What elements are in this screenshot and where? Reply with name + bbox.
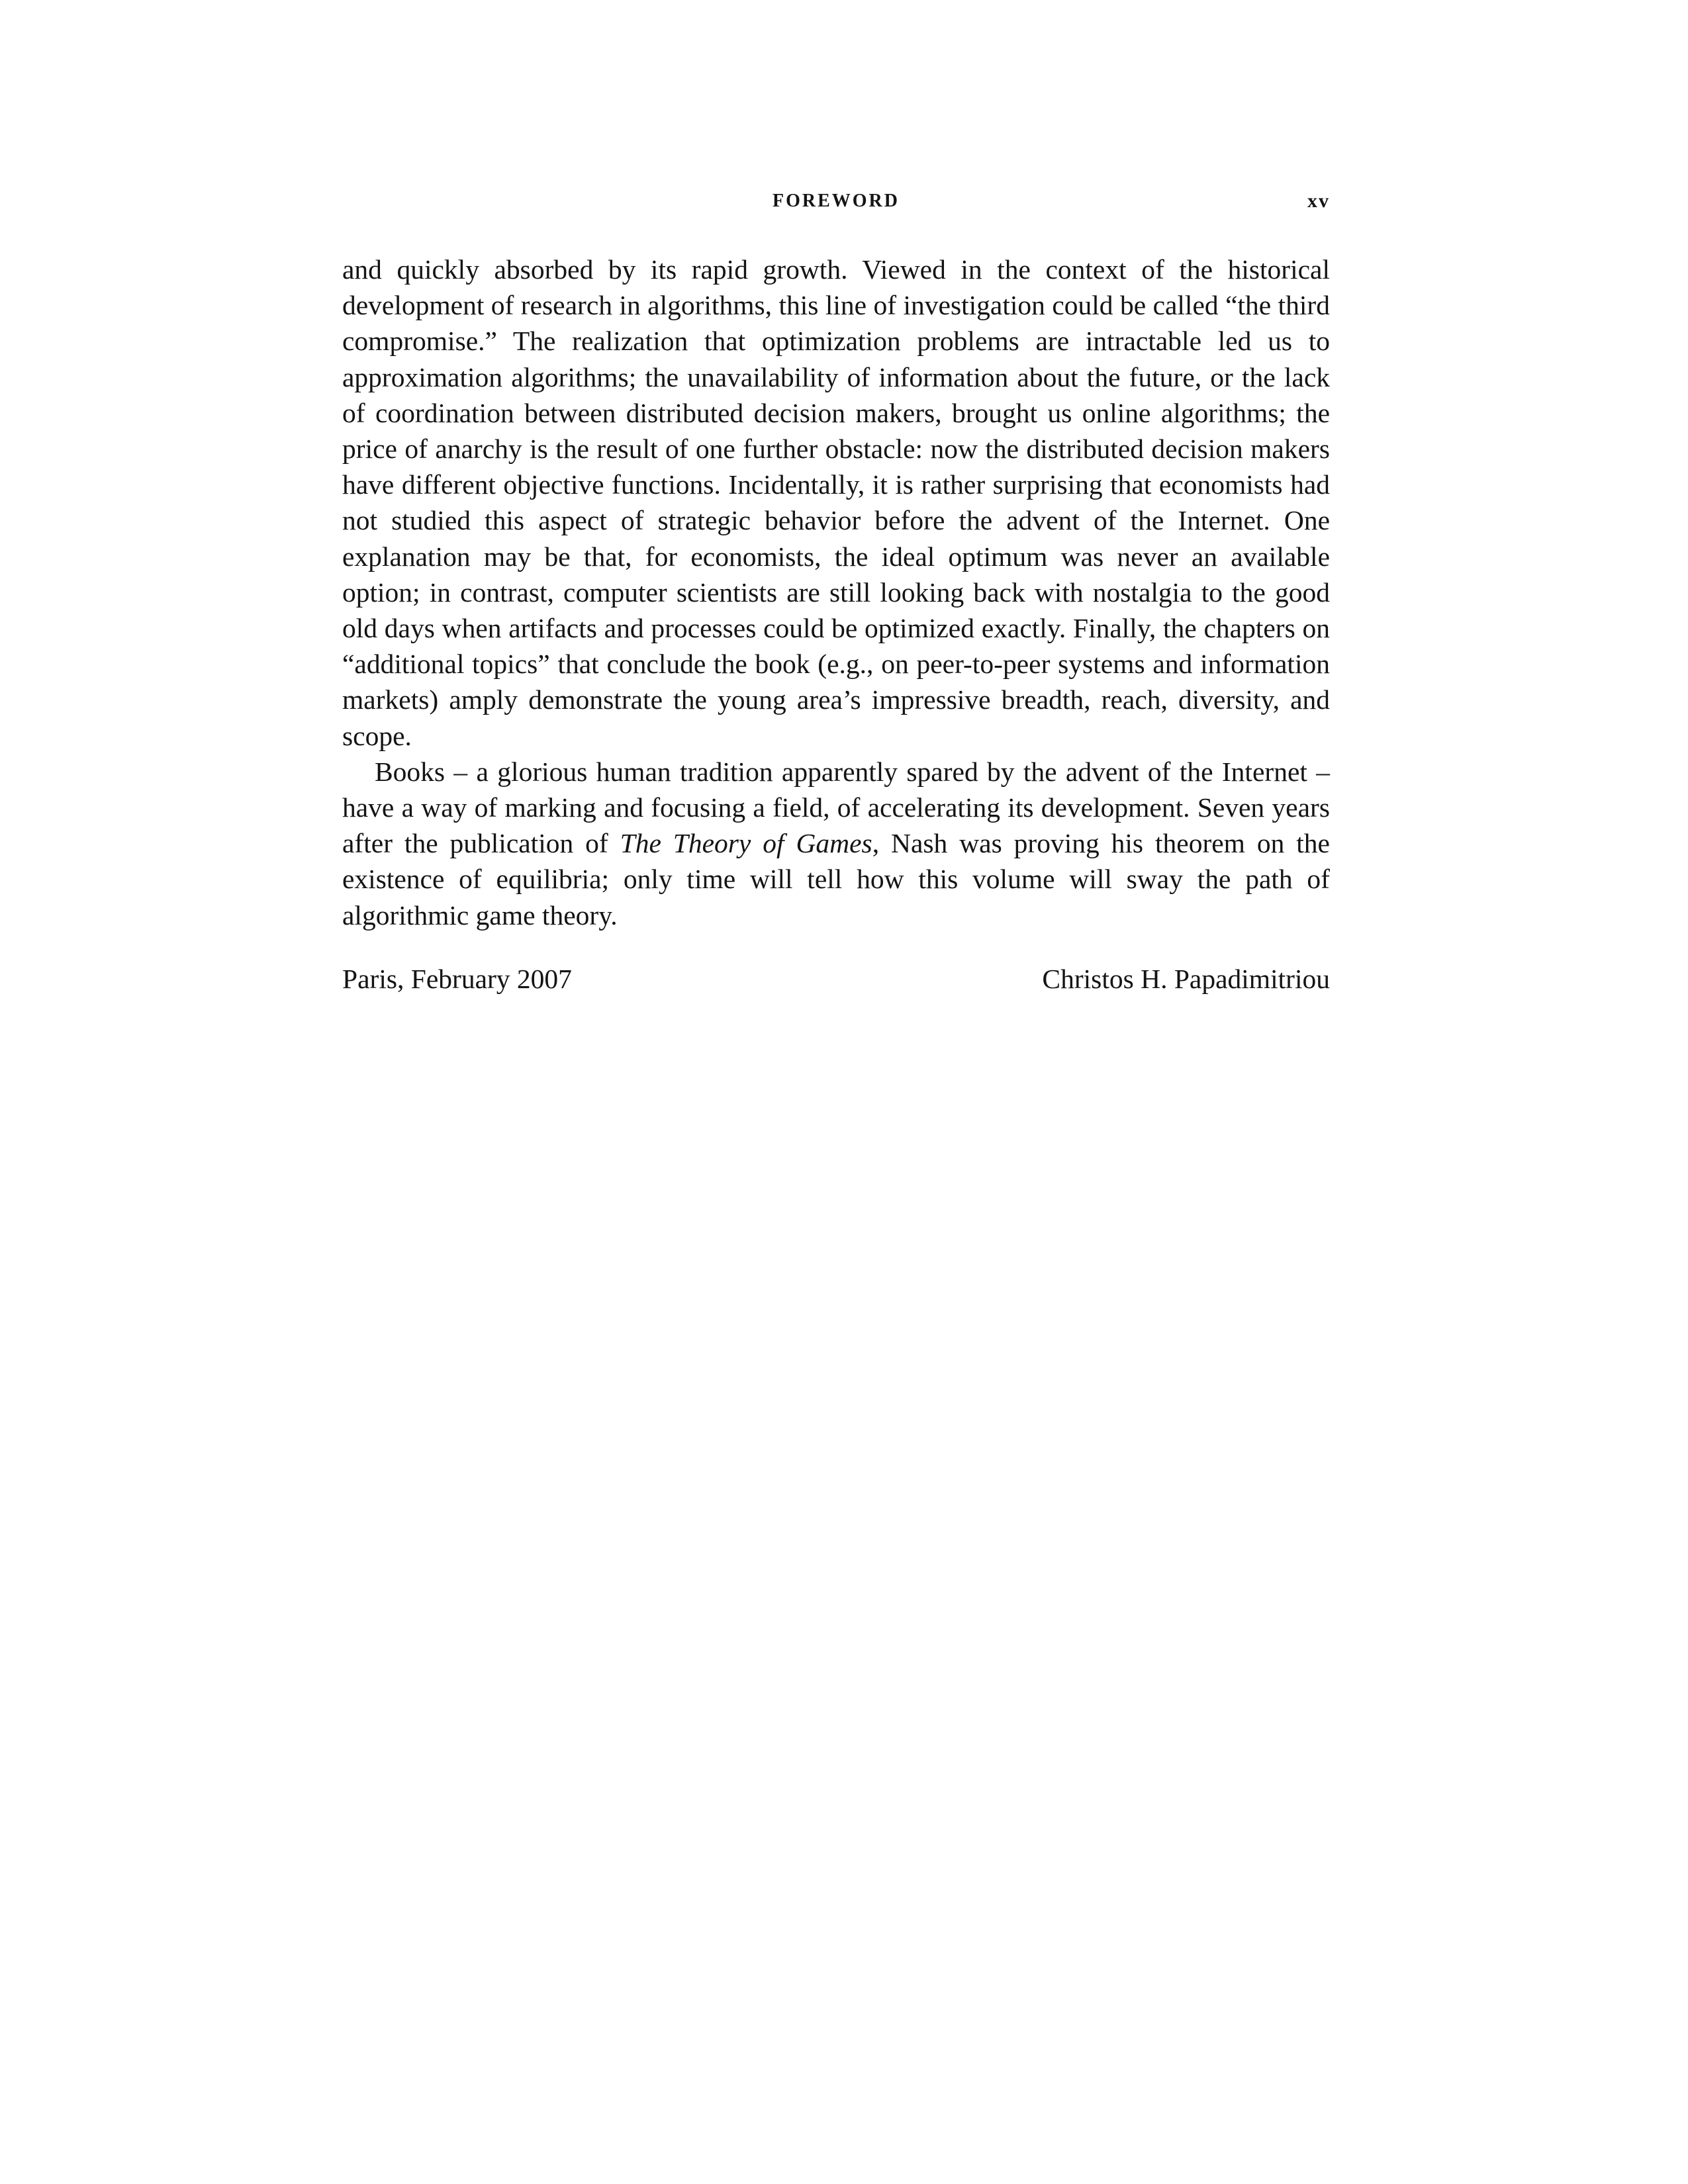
paragraph-books	[342, 754, 1330, 933]
book-title: The Theory of Games	[620, 828, 872, 859]
paragraph-books-tail: , Nash was proving his theorem on the existence of equilibria; only time will tell how this volume will sway the path of algorithmic game theory.	[342, 828, 1330, 931]
running-title: FOREWORD	[773, 191, 900, 211]
author-name: Christos H. Papadimitriou	[1042, 964, 1330, 994]
paragraph-continuation: and quickly absorbed by its rapid growth. Viewed in the context of the historical development of research in algorithms, this line of investigation could be called “the third compromise.” The realization that optimization problems are intractable led us to approximation algorithms; the unavailability of information about the future, or the lack of coordination between distributed decision makers, brought us online algorithms; the price of anarchy is the result of one further obstacle: now the distributed decision makers have different objective functions. Incidentally, it is rather surprising that economists had not studied this aspect of strategic behavior before the advent of the Internet. One explanation may be that, for economists, the ideal optimum was never an available option; in contrast, computer scientists are still looking back with nostalgia to the good old days when artifacts and processes could be optimized exactly. Finally, the chapters on “additional topics” that conclude the book (e.g., on peer-to-peer systems and information markets) amply demonstrate the young area’s impressive breadth, reach, diversity, and scope.	[342, 254, 1330, 751]
page-number: xv	[1307, 190, 1330, 212]
body-text	[342, 251, 1330, 933]
running-head	[342, 188, 1330, 214]
paragraph-books-lead: Books – a glorious human tradition apparently spared by the advent of the Internet – have a way of marking and focusing a field, of accelerating its development. Seven years after the publication of	[342, 756, 1330, 859]
book-page	[342, 0, 1330, 2184]
place-date: Paris, February 2007	[342, 964, 572, 994]
